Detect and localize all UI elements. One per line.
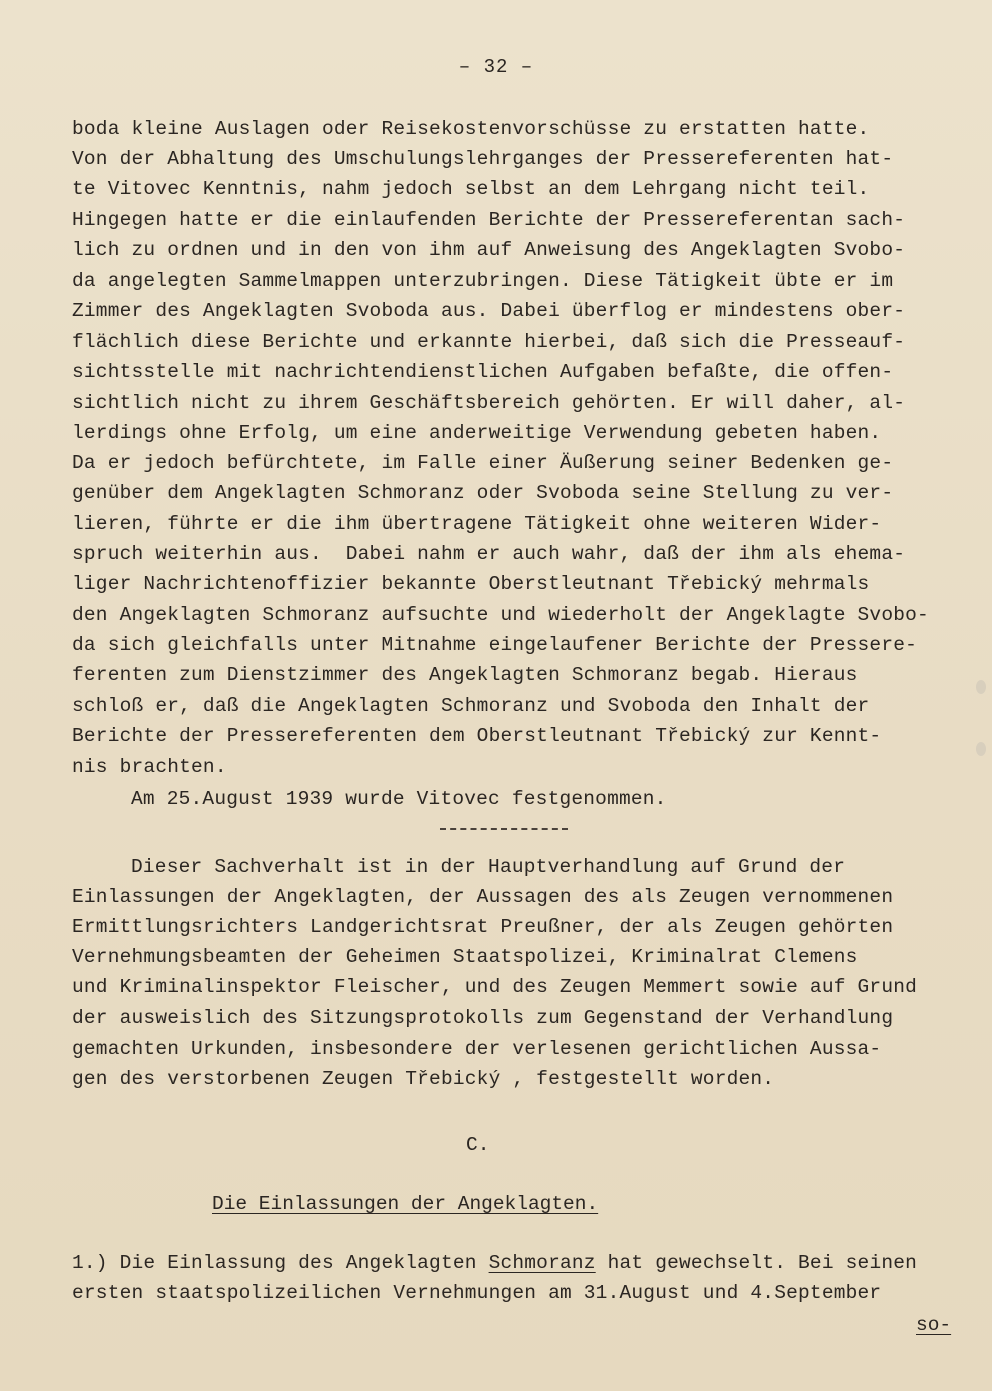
text-line: lieren, führte er die ihm übertragene Tätigkeit ohne weiteren Wider-	[72, 513, 882, 535]
text-line: Hingegen hatte er die einlaufenden Berichte der Pressereferentan sach-	[72, 209, 906, 231]
text-line: da angelegten Sammelmappen unterzubringen. Diese Tätigkeit übte er im	[72, 270, 894, 292]
text-line: lich zu ordnen und in den von ihm auf Anweisung des Angeklagten Svobo-	[72, 239, 906, 261]
text-line: gemachten Urkunden, insbesondere der verlesenen gerichtlichen Aussa-	[72, 1038, 882, 1060]
text-line: Dieser Sachverhalt ist in der Hauptverhandlung auf Grund der	[131, 856, 846, 878]
text-line: genüber dem Angeklagten Schmoranz oder Svoboda seine Stellung zu ver-	[72, 482, 894, 504]
item-1-prefix: 1.) Die Einlassung des Angeklagten	[72, 1252, 489, 1274]
text-line: der ausweislich des Sitzungsprotokolls zum Gegenstand der Verhandlung	[72, 1007, 894, 1029]
separator-rule	[440, 828, 568, 830]
item-1-line	[72, 1248, 917, 1278]
text-line: ersten staatspolizeilichen Vernehmungen am 31.August und 4.September	[72, 1282, 882, 1304]
text-line: gen des verstorbenen Zeugen Třebický , festgestellt worden.	[72, 1068, 775, 1090]
text-line: Von der Abhaltung des Umschulungslehrganges der Pressereferenten hat-	[72, 148, 894, 170]
paper-smudge	[976, 680, 986, 694]
text-line: den Angeklagten Schmoranz aufsuchte und wiederholt der Angeklagte Svobo-	[72, 604, 929, 626]
text-line: Zimmer des Angeklagten Svoboda aus. Dabei überflog er mindestens ober-	[72, 300, 906, 322]
item-1-suffix: hat gewechselt. Bei seinen	[595, 1252, 918, 1274]
text-line: und Kriminalinspektor Fleischer, und des Zeugen Memmert sowie auf Grund	[72, 976, 918, 998]
page-continuation: so-	[916, 1314, 952, 1336]
text-line: schloß er, daß die Angeklagten Schmoranz und Svoboda den Inhalt der	[72, 695, 870, 717]
text-line: ferenten zum Dienstzimmer des Angeklagten Schmoranz begab. Hieraus	[72, 664, 858, 686]
text-line: sichtlich nicht zu ihrem Geschäftsbereich gehörten. Er will daher, al-	[72, 392, 906, 414]
text-line: Da er jedoch befürchtete, im Falle einer Äußerung seiner Bedenken ge-	[72, 452, 894, 474]
text-line: Berichte der Pressereferenten dem Oberstleutnant Třebický zur Kennt-	[72, 725, 882, 747]
section-heading: Die Einlassungen der Angeklagten.	[212, 1193, 599, 1215]
text-line: liger Nachrichtenoffizier bekannte Oberstleutnant Třebický mehrmals	[72, 573, 870, 595]
text-line: sichtsstelle mit nachrichtendienstlichen Aufgaben befaßte, die offen-	[72, 361, 894, 383]
paper-smudge	[976, 742, 986, 756]
text-line: nis brachten.	[72, 756, 227, 778]
text-line: Vernehmungsbeamten der Geheimen Staatspolizei, Kriminalrat Clemens	[72, 946, 858, 968]
text-line: boda kleine Auslagen oder Reisekostenvorschüsse zu erstatten hatte.	[72, 118, 870, 140]
section-letter: C.	[466, 1134, 490, 1156]
text-line: Einlassungen der Angeklagten, der Aussagen des als Zeugen vernommenen	[72, 886, 894, 908]
page-number: – 32 –	[458, 56, 534, 78]
text-line: Ermittlungsrichters Landgerichtsrat Preußner, der als Zeugen gehörten	[72, 916, 894, 938]
arrest-line: Am 25.August 1939 wurde Vitovec festgenommen.	[131, 788, 667, 810]
text-line: da sich gleichfalls unter Mitnahme eingelaufener Berichte der Pressere-	[72, 634, 918, 656]
text-line: lerdings ohne Erfolg, um eine anderweitige Verwendung gebeten haben.	[72, 422, 882, 444]
text-line: spruch weiterhin aus. Dabei nahm er auch wahr, daß der ihm als ehema-	[72, 543, 906, 565]
defendant-name: Schmoranz	[488, 1252, 596, 1274]
text-line: te Vitovec Kenntnis, nahm jedoch selbst an dem Lehrgang nicht teil.	[72, 178, 870, 200]
text-line: flächlich diese Berichte und erkannte hierbei, daß sich die Presseauf-	[72, 331, 906, 353]
